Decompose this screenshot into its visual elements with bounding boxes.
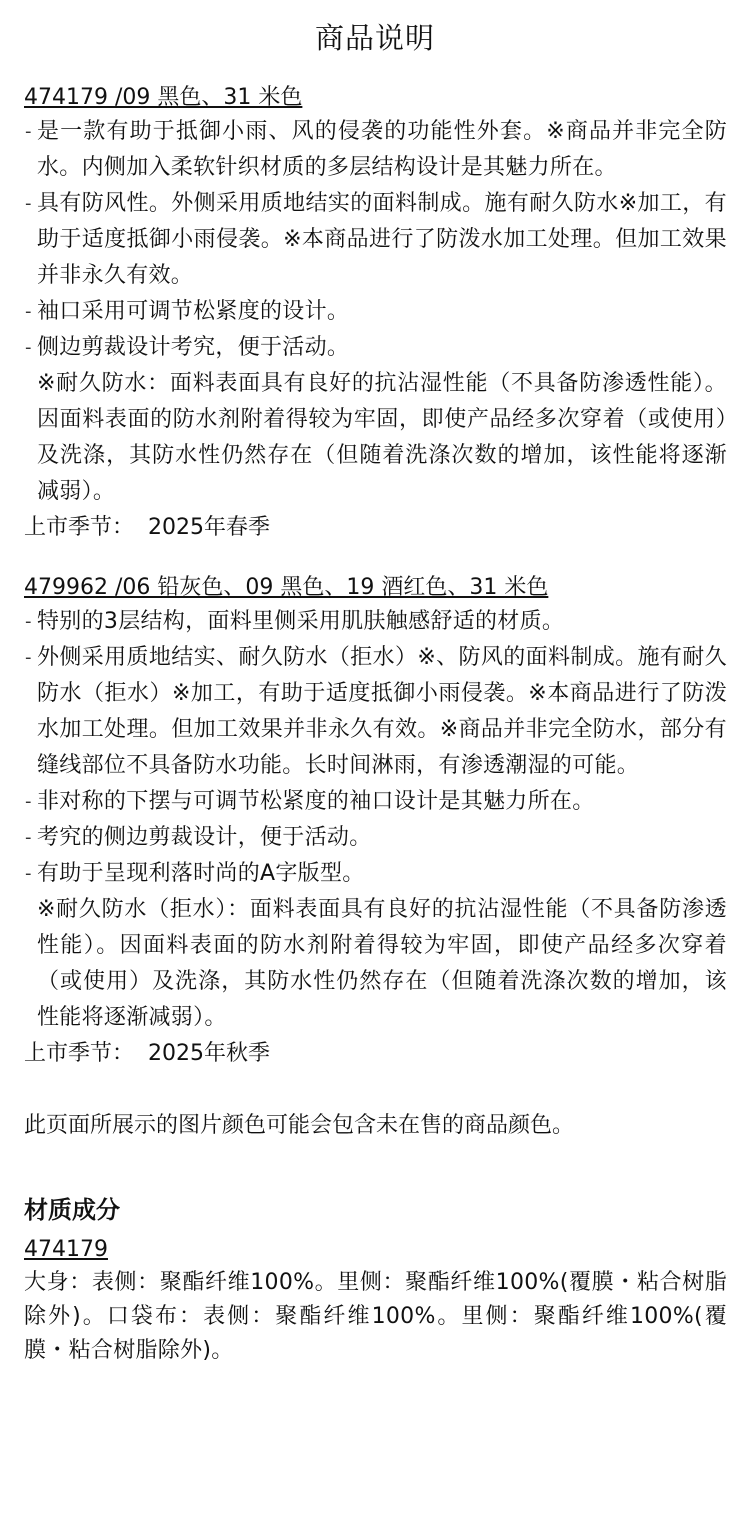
feature-item <box>24 294 727 330</box>
feature-item <box>24 784 727 820</box>
page-title: 商品说明 <box>314 21 435 55</box>
feature-text: 特别的3层结构，面料里侧采用肌肤触感舒适的材质。 <box>37 609 565 634</box>
feature-item <box>24 186 727 294</box>
feature-text: 是一款有助于抵御小雨、风的侵袭的功能性外套。※商品并非完全防水。内侧加入柔软针织材质的多层结构设计是其魅力所在。 <box>37 119 727 180</box>
dash-bullet-icon: - <box>25 611 32 632</box>
material-composition: 大身：表侧：聚酯纤维100%。里侧：聚酯纤维100%(覆膜・粘合树脂除外)。口袋布：表侧：聚酯纤维100%。里侧：聚酯纤维100%(覆膜・粘合树脂除外)。 <box>24 1270 727 1363</box>
season-label: 上市季节： <box>24 515 135 540</box>
feature-item <box>24 114 727 186</box>
dash-bullet-icon: - <box>25 827 32 848</box>
season-value: 2025年春季 <box>148 515 271 540</box>
feature-item <box>24 640 727 784</box>
water-resistance-note: ※耐久防水（拒水）：面料表面具有良好的抗沾湿性能（不具备防渗透性能）。因面料表面的防水剂附着得较为牢固，即使产品经多次穿着（或使用）及洗涤，其防水性仍然存在（但随着洗涤次数的增加，该性能将逐渐减弱）。 <box>37 897 727 1030</box>
feature-text: 具有防风性。外侧采用质地结实的面料制成。施有耐久防水※加工，有助于适度抵御小雨侵袭。※本商品进行了防泼水加工处理。但加工效果并非永久有效。 <box>37 191 727 288</box>
material-product-code: 474179 <box>24 1237 108 1262</box>
feature-text: 非对称的下摆与可调节松紧度的袖口设计是其魅力所在。 <box>37 789 595 814</box>
dash-bullet-icon: - <box>25 121 32 142</box>
content <box>0 82 750 1368</box>
feature-text: 考究的侧边剪裁设计，便于活动。 <box>37 825 372 850</box>
feature-text: 有助于呈现利落时尚的A字版型。 <box>37 861 365 886</box>
feature-item <box>24 330 727 366</box>
product-section-1 <box>24 82 727 546</box>
season-label: 上市季节： <box>24 1041 135 1066</box>
color-disclaimer: 此页面所展示的图片颜色可能会包含未在售的商品颜色。 <box>24 1113 575 1138</box>
dash-bullet-icon: - <box>25 791 32 812</box>
dash-bullet-icon: - <box>25 301 32 322</box>
materials-title: 材质成分 <box>24 1196 120 1224</box>
water-resistance-note: ※耐久防水：面料表面具有良好的抗沾湿性能（不具备防渗透性能）。因面料表面的防水剂附着得较为牢固，即使产品经多次穿着（或使用）及洗涤，其防水性仍然存在（但随着洗涤次数的增加，该性能将逐渐减弱）。 <box>37 371 727 504</box>
feature-item <box>24 820 727 856</box>
product-heading: 479962 /06 铅灰色、09 黑色、19 酒红色、31 米色 <box>24 575 549 600</box>
product-heading: 474179 /09 黑色、31 米色 <box>24 85 303 110</box>
dash-bullet-icon: - <box>25 647 32 668</box>
dash-bullet-icon: - <box>25 337 32 358</box>
dash-bullet-icon: - <box>25 863 32 884</box>
feature-text: 袖口采用可调节松紧度的设计。 <box>37 299 350 324</box>
feature-text: 外侧采用质地结实、耐久防水（拒水）※、防风的面料制成。施有耐久防水（拒水）※加工，有助于适度抵御小雨侵袭。※本商品进行了防泼水加工处理。但加工效果并非永久有效。※商品并非完全防水，部分有缝线部位不具备防水功能。长时间淋雨，有渗透潮湿的可能。 <box>37 645 727 778</box>
dash-bullet-icon: - <box>25 193 32 214</box>
product-section-2 <box>24 572 727 1072</box>
feature-item <box>24 856 727 892</box>
feature-text: 侧边剪裁设计考究，便于活动。 <box>37 335 350 360</box>
release-season <box>24 1036 727 1072</box>
release-season <box>24 510 727 546</box>
feature-item <box>24 604 727 640</box>
season-value: 2025年秋季 <box>148 1041 271 1066</box>
